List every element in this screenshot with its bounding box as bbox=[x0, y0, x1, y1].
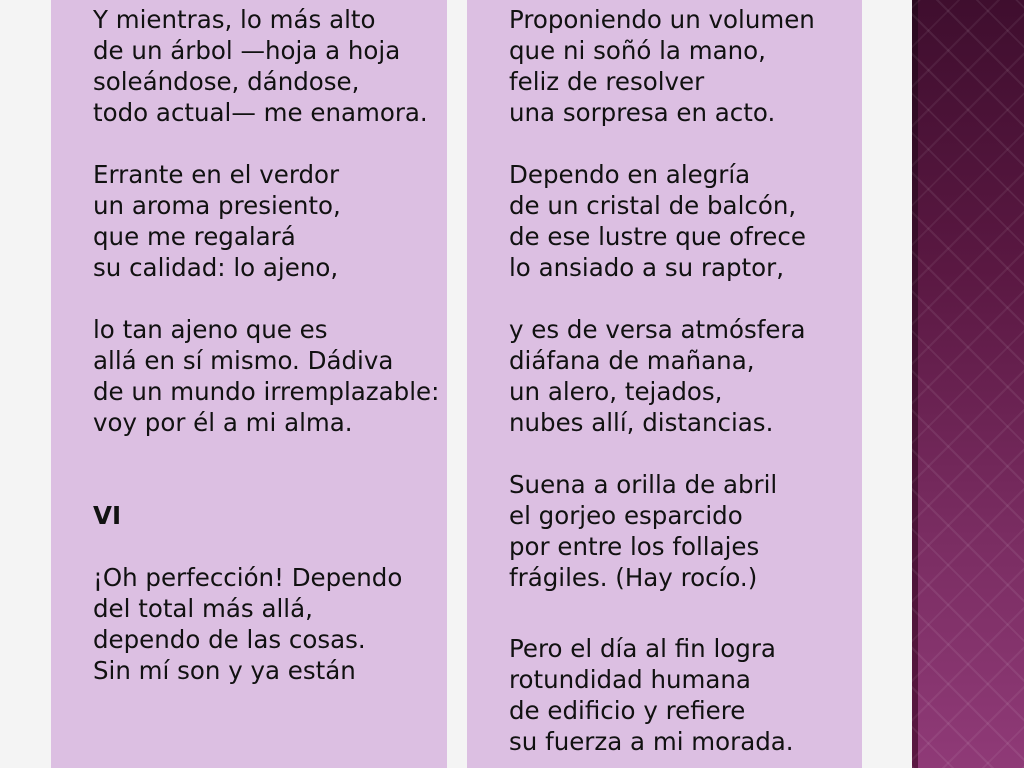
decorative-pattern bbox=[912, 0, 1024, 768]
poem-line: Suena a orilla de abril bbox=[509, 470, 778, 499]
poem-line: voy por él a mi alma. bbox=[93, 408, 353, 437]
poem-line: lo tan ajeno que es bbox=[93, 315, 328, 344]
poem-line: Sin mí son y ya están bbox=[93, 656, 356, 685]
stanza bbox=[509, 469, 862, 593]
poem-line: Dependo en alegría bbox=[509, 160, 751, 189]
poem-column-right bbox=[467, 0, 862, 768]
poem-line: Pero el día al fin logra bbox=[509, 634, 776, 663]
poem-line: todo actual— me enamora. bbox=[93, 98, 428, 127]
poem-line: de edificio y refiere bbox=[509, 696, 746, 725]
poem-line: soleándose, dándose, bbox=[93, 67, 360, 96]
stanza bbox=[93, 562, 447, 686]
stanza bbox=[93, 4, 447, 128]
poem-line: feliz de resolver bbox=[509, 67, 705, 96]
poem-line: nubes allí, distancias. bbox=[509, 408, 774, 437]
poem-line: dependo de las cosas. bbox=[93, 625, 366, 654]
stanza bbox=[93, 159, 447, 283]
poem-line: de ese lustre que ofrece bbox=[509, 222, 806, 251]
stanza bbox=[509, 4, 862, 128]
poem-line: por entre los follajes bbox=[509, 532, 760, 561]
section-heading: VI bbox=[93, 501, 122, 530]
poem-line: un aroma presiento, bbox=[93, 191, 341, 220]
stanza bbox=[93, 314, 447, 438]
poem-line: allá en sí mismo. Dádiva bbox=[93, 346, 394, 375]
poem-line: de un árbol —hoja a hoja bbox=[93, 36, 401, 65]
poem-line: una sorpresa en acto. bbox=[509, 98, 776, 127]
stanza bbox=[509, 314, 862, 438]
poem-line: su calidad: lo ajeno, bbox=[93, 253, 339, 282]
poem-line: que me regalará bbox=[93, 222, 296, 251]
poem-line: y es de versa atmósfera bbox=[509, 315, 806, 344]
poem-line: Proponiendo un volumen bbox=[509, 5, 815, 34]
poem-line: de un cristal de balcón, bbox=[509, 191, 797, 220]
stanza bbox=[509, 159, 862, 283]
decorative-side-band bbox=[912, 0, 1024, 768]
poem-line: del total más allá, bbox=[93, 594, 313, 623]
poem-line: rotundidad humana bbox=[509, 665, 751, 694]
poem-line: de un mundo irremplazable: bbox=[93, 377, 440, 406]
poem-line: lo ansiado a su raptor, bbox=[509, 253, 785, 282]
poem-line: Y mientras, lo más alto bbox=[93, 5, 376, 34]
poem-line: que ni soñó la mano, bbox=[509, 36, 766, 65]
poem-line: ¡Oh perfección! Dependo bbox=[93, 563, 403, 592]
stanza bbox=[509, 633, 862, 757]
poem-line: frágiles. (Hay rocío.) bbox=[509, 563, 758, 592]
poem-column-left bbox=[51, 0, 447, 768]
poem-line: el gorjeo esparcido bbox=[509, 501, 743, 530]
poem-line: Errante en el verdor bbox=[93, 160, 340, 189]
poem-line: diáfana de mañana, bbox=[509, 346, 755, 375]
poem-line: su fuerza a mi morada. bbox=[509, 727, 794, 756]
section-heading-block bbox=[93, 500, 447, 531]
poem-line: un alero, tejados, bbox=[509, 377, 723, 406]
